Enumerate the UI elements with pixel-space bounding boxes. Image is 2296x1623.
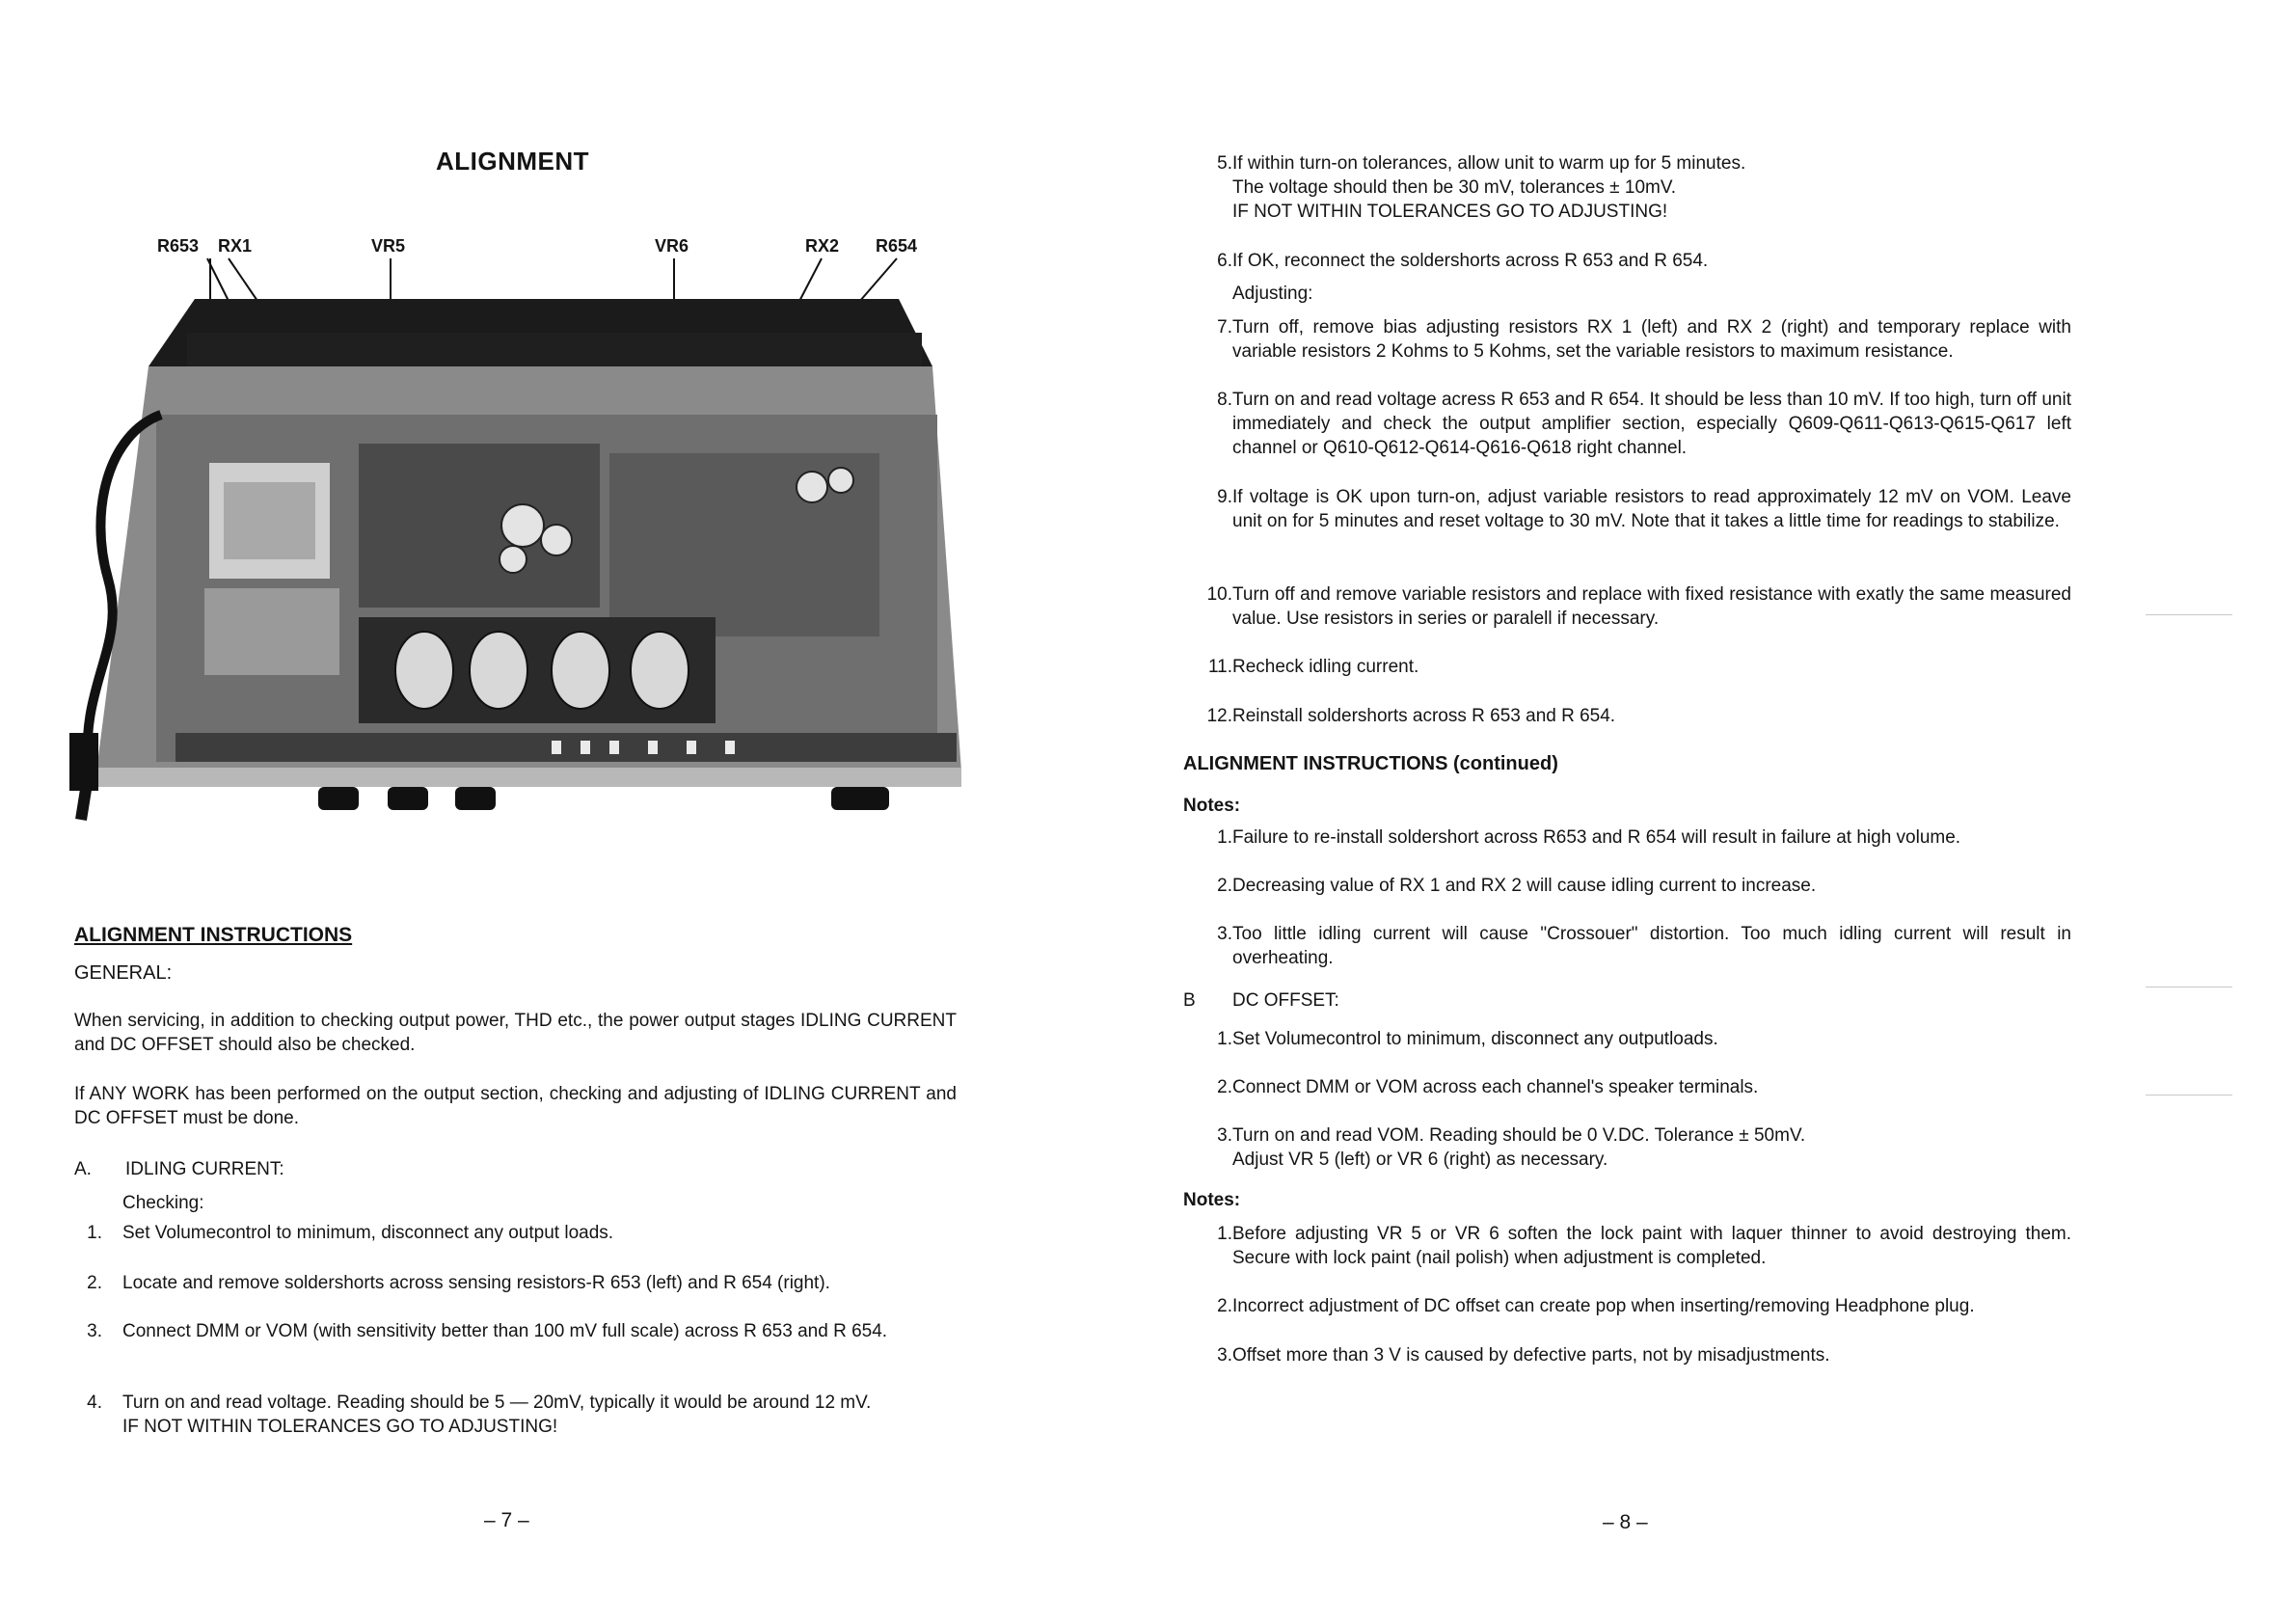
scan-mark (2146, 1095, 2232, 1096)
step-warning: IF NOT WITHIN TOLERANCES GO TO ADJUSTING! (1232, 202, 1668, 222)
note-text: Decreasing value of RX 1 and RX 2 will cause idling current to increase. (1232, 876, 1817, 896)
section-heading: ALIGNMENT INSTRUCTIONS (74, 924, 353, 946)
right-page (1148, 0, 2296, 1623)
step-number: 1. (1217, 1029, 1232, 1049)
step-text: Recheck idling current. (1232, 657, 1419, 677)
step-number: 4. (87, 1393, 102, 1413)
step-number: 1. (87, 1223, 102, 1243)
chassis-photo (69, 231, 971, 849)
note-number: 1. (1217, 827, 1232, 848)
paragraph-any-work: If ANY WORK has been performed on the output section, checking and adjusting of IDLING CURRENT and DC OFFSET must be done. (74, 1084, 957, 1128)
note-text: Before adjusting VR 5 or VR 6 soften the lock paint with laquer thinner to avoid destroying them. Secure with lock paint (nail polish) when adjustment is completed. (1232, 1224, 2071, 1268)
step-number: 11. (1207, 657, 1232, 677)
step-text: Connect DMM or VOM (with sensitivity better than 100 mV full scale) across R 653 and R 654. (122, 1321, 888, 1341)
page-number: – 7 – (484, 1509, 529, 1531)
step-text: Adjust VR 5 (left) or VR 6 (right) as necessary. (1232, 1150, 1608, 1170)
step-number: 5. (1217, 153, 1232, 174)
step-text: Set Volumecontrol to minimum, disconnect any outputloads. (1232, 1029, 1718, 1049)
step-number: 7. (1217, 317, 1232, 338)
callout-r654: R654 (876, 236, 918, 256)
note-text: Too little idling current will cause "Crossouer" distortion. Too much idling current will result in overheating. (1232, 924, 2071, 968)
step-number: 2. (87, 1273, 102, 1293)
note-number: 2. (1217, 876, 1232, 896)
notes-label: Notes: (1183, 796, 1241, 816)
step-number: 6. (1217, 251, 1232, 271)
step-text: Turn on and read voltage acress R 653 and R 654. It should be less than 10 mV. If too high, turn off unit immediately and check the output amplifier section, especially Q609-Q611-Q613-Q615-Q617 left channel or Q610-Q612-Q614-Q616-Q618 right channel. (1232, 390, 2071, 458)
sub-b-title: DC OFFSET: (1232, 990, 1339, 1011)
callout-vr6: VR6 (655, 236, 689, 256)
step-number: 12. (1206, 706, 1232, 726)
adjusting-label: Adjusting: (1232, 284, 1313, 304)
note-text: Failure to re-install soldershort across R653 and R 654 will result in failure at high volume. (1232, 827, 1961, 848)
page-number: – 8 – (1603, 1511, 1648, 1533)
callout-rx2: RX2 (805, 236, 840, 256)
sub-a-letter: A. (74, 1159, 92, 1179)
callout-vr5: VR5 (371, 236, 406, 256)
step-number: 10. (1206, 584, 1232, 605)
note-text: Offset more than 3 V is caused by defective parts, not by misadjustments. (1232, 1345, 1830, 1366)
step-text: Locate and remove soldershorts across sensing resistors-R 653 (left) and R 654 (right). (122, 1273, 830, 1293)
page-title: ALIGNMENT (436, 147, 590, 176)
paragraph-servicing: When servicing, in addition to checking output power, THD etc., the power output stages IDLING CURRENT and DC OFFSET should also be checked. (74, 1011, 957, 1055)
step-number: 3. (87, 1321, 102, 1341)
scan-mark (2146, 614, 2232, 615)
note-number: 3. (1217, 1345, 1232, 1366)
note-number: 2. (1217, 1296, 1232, 1316)
note-number: 1. (1217, 1224, 1232, 1244)
step-text: Connect DMM or VOM across each channel's speaker terminals. (1232, 1077, 1759, 1097)
step-text: Reinstall soldershorts across R 653 and R 654. (1232, 706, 1616, 726)
step-text: Set Volumecontrol to minimum, disconnect any output loads. (122, 1223, 614, 1243)
step-warning: IF NOT WITHIN TOLERANCES GO TO ADJUSTING! (122, 1417, 558, 1437)
step-text: Turn on and read VOM. Reading should be 0 V.DC. Tolerance ± 50mV. (1232, 1125, 1806, 1146)
step-text: The voltage should then be 30 mV, tolerances ± 10mV. (1232, 177, 1677, 198)
step-number: 3. (1217, 1125, 1232, 1146)
step-text: If within turn-on tolerances, allow unit to warm up for 5 minutes. (1232, 153, 1746, 174)
notes-label-2: Notes: (1183, 1190, 1241, 1210)
sub-a-title: IDLING CURRENT: (125, 1159, 284, 1179)
step-text: Turn off, remove bias adjusting resistors RX 1 (left) and RX 2 (right) and temporary replace with variable resistors 2 Kohms to 5 Kohms, set the variable resistors to maximum resistance. (1232, 317, 2071, 362)
step-text: Turn off and remove variable resistors and replace with fixed resistance with exatly the same measured value. Use resistors in series or paralell if necessary. (1232, 584, 2071, 629)
sub-b-letter: B (1183, 990, 1196, 1011)
step-number: 9. (1217, 487, 1232, 507)
step-text: If voltage is OK upon turn-on, adjust variable resistors to read approximately 12 mV on VOM. Leave unit on for 5 minutes and reset voltage to 30 mV. Note that it takes a little time for readings to stabilize. (1232, 487, 2071, 531)
general-label: GENERAL: (74, 962, 173, 984)
step-number: 8. (1217, 390, 1232, 410)
callout-r653: R653 (157, 236, 200, 256)
checking-label: Checking: (122, 1193, 204, 1213)
step-text: If OK, reconnect the soldershorts across R 653 and R 654. (1232, 251, 1709, 271)
step-number: 2. (1217, 1077, 1232, 1097)
note-number: 3. (1217, 924, 1232, 944)
note-text: Incorrect adjustment of DC offset can create pop when inserting/removing Headphone plug. (1232, 1296, 1975, 1316)
callout-rx1: RX1 (218, 236, 253, 256)
step-text: Turn on and read voltage. Reading should be 5 — 20mV, typically it would be around 12 mV. (122, 1393, 872, 1413)
continued-heading: ALIGNMENT INSTRUCTIONS (continued) (1183, 753, 1558, 774)
